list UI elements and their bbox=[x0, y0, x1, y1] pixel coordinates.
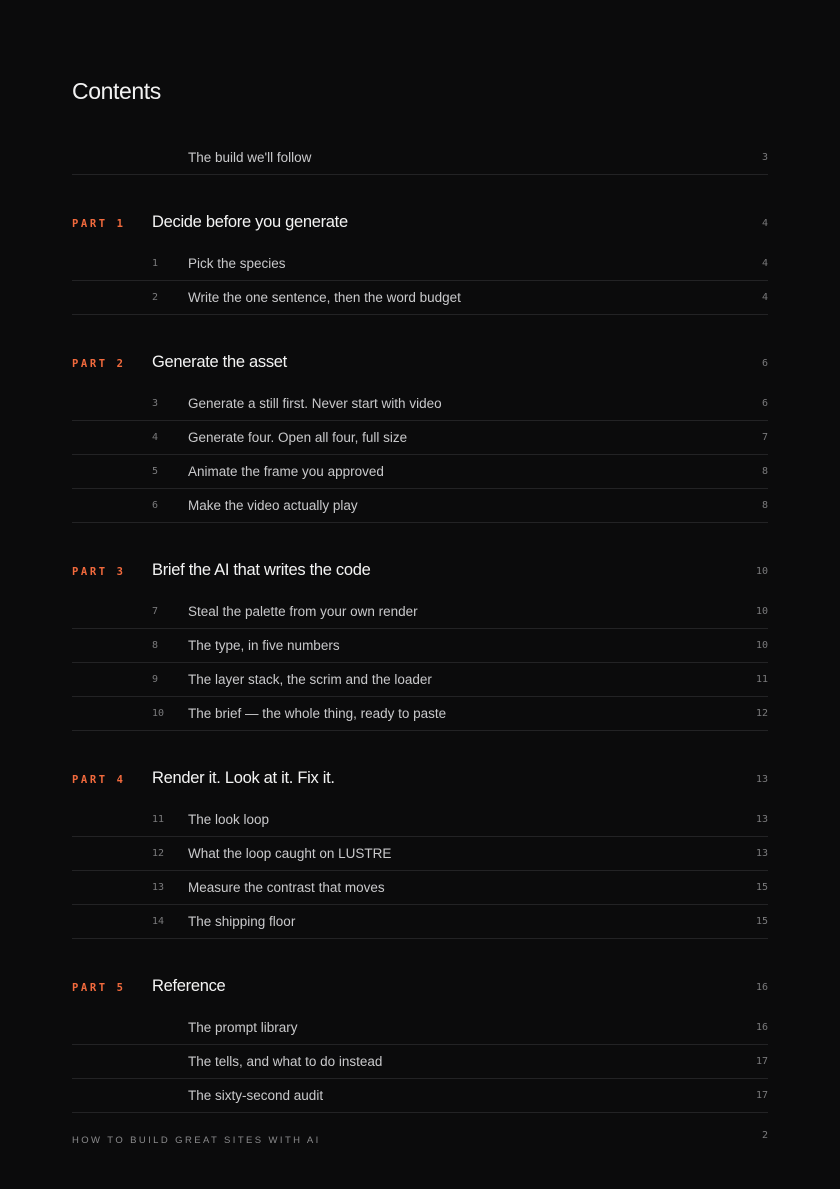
part-title: Render it. Look at it. Fix it. bbox=[152, 769, 335, 787]
chapter-title: The look loop bbox=[188, 812, 270, 827]
page-footer bbox=[72, 1130, 768, 1148]
chapter-page-number: 7 bbox=[761, 432, 768, 443]
chapter-title: Measure the contrast that moves bbox=[188, 880, 385, 895]
toc-entry[interactable] bbox=[72, 1011, 768, 1045]
part-heading[interactable] bbox=[72, 731, 768, 803]
part-title: Reference bbox=[152, 977, 226, 995]
chapter-page-number: 12 bbox=[755, 708, 768, 719]
chapter-page-number: 17 bbox=[755, 1056, 768, 1067]
chapter-page-number: 17 bbox=[755, 1090, 768, 1101]
toc-entry[interactable] bbox=[72, 455, 768, 489]
chapter-page-number: 10 bbox=[755, 640, 768, 651]
chapter-title: Animate the frame you approved bbox=[188, 464, 384, 479]
footer-page-number: 2 bbox=[761, 1130, 768, 1141]
part-title: Generate the asset bbox=[152, 353, 287, 371]
part-heading[interactable] bbox=[72, 175, 768, 247]
toc-entry[interactable] bbox=[72, 387, 768, 421]
part-page-number: 6 bbox=[761, 358, 768, 369]
chapter-number: 14 bbox=[152, 916, 165, 927]
part-label: PART 4 bbox=[72, 774, 126, 786]
part-page-number: 13 bbox=[755, 774, 768, 785]
chapter-number: 6 bbox=[152, 500, 159, 511]
chapter-page-number: 4 bbox=[761, 258, 768, 269]
chapter-page-number: 10 bbox=[755, 606, 768, 617]
toc-entry[interactable] bbox=[72, 803, 768, 837]
part-heading[interactable] bbox=[72, 315, 768, 387]
chapter-page-number: 11 bbox=[755, 674, 768, 685]
chapter-title: What the loop caught on LUSTRE bbox=[188, 846, 392, 861]
chapter-title: The brief — the whole thing, ready to paste bbox=[188, 706, 447, 721]
part-label: PART 2 bbox=[72, 358, 126, 370]
chapter-page-number: 8 bbox=[761, 466, 768, 477]
chapter-title: Make the video actually play bbox=[188, 498, 358, 513]
chapter-number: 1 bbox=[152, 258, 159, 269]
chapter-number: 10 bbox=[152, 708, 165, 719]
chapter-page-number: 15 bbox=[755, 882, 768, 893]
toc-entry[interactable] bbox=[72, 629, 768, 663]
chapter-page-number: 15 bbox=[755, 916, 768, 927]
chapter-page-number: 4 bbox=[761, 292, 768, 303]
chapter-number: 7 bbox=[152, 606, 159, 617]
chapter-title: The layer stack, the scrim and the loader bbox=[188, 672, 432, 687]
footer-title: HOW TO BUILD GREAT SITES WITH AI bbox=[72, 1135, 321, 1146]
part-page-number: 4 bbox=[761, 218, 768, 229]
part-title: Decide before you generate bbox=[152, 213, 348, 231]
page-title: Contents bbox=[72, 78, 161, 104]
chapter-number: 13 bbox=[152, 882, 165, 893]
chapter-number: 12 bbox=[152, 848, 165, 859]
toc-entry[interactable] bbox=[72, 905, 768, 939]
toc-entry[interactable] bbox=[72, 247, 768, 281]
part-label: PART 1 bbox=[72, 218, 126, 230]
chapter-page-number: 6 bbox=[761, 398, 768, 409]
part-page-number: 16 bbox=[755, 982, 768, 993]
part-heading[interactable] bbox=[72, 523, 768, 595]
chapter-number: 8 bbox=[152, 640, 159, 651]
chapter-title: The tells, and what to do instead bbox=[188, 1054, 383, 1069]
toc-entry[interactable] bbox=[72, 1079, 768, 1113]
chapter-number: 5 bbox=[152, 466, 159, 477]
chapter-number: 2 bbox=[152, 292, 159, 303]
chapter-page-number: 13 bbox=[755, 848, 768, 859]
chapter-page-number: 3 bbox=[761, 152, 768, 163]
chapter-number: 3 bbox=[152, 398, 159, 409]
chapter-page-number: 16 bbox=[755, 1022, 768, 1033]
toc-entry[interactable] bbox=[72, 837, 768, 871]
toc-entry[interactable] bbox=[72, 871, 768, 905]
chapter-title: The prompt library bbox=[188, 1020, 298, 1035]
chapter-number: 9 bbox=[152, 674, 159, 685]
toc-entry[interactable] bbox=[72, 421, 768, 455]
toc-entry[interactable] bbox=[72, 663, 768, 697]
part-label: PART 5 bbox=[72, 982, 126, 994]
toc-entry[interactable] bbox=[72, 141, 768, 175]
chapter-title: The build we'll follow bbox=[188, 150, 312, 165]
toc-entry[interactable] bbox=[72, 489, 768, 523]
chapter-number: 4 bbox=[152, 432, 159, 443]
toc-entry[interactable] bbox=[72, 595, 768, 629]
chapter-page-number: 8 bbox=[761, 500, 768, 511]
chapter-title: The shipping floor bbox=[188, 914, 296, 929]
part-page-number: 10 bbox=[755, 566, 768, 577]
chapter-title: Generate a still first. Never start with video bbox=[188, 396, 442, 411]
toc-entry[interactable] bbox=[72, 1045, 768, 1079]
chapter-title: Pick the species bbox=[188, 256, 286, 271]
chapter-number: 11 bbox=[152, 814, 165, 825]
toc-entry[interactable] bbox=[72, 697, 768, 731]
chapter-page-number: 13 bbox=[755, 814, 768, 825]
part-heading[interactable] bbox=[72, 939, 768, 1011]
table-of-contents bbox=[72, 141, 768, 1113]
chapter-title: Steal the palette from your own render bbox=[188, 604, 418, 619]
chapter-title: The type, in five numbers bbox=[188, 638, 340, 653]
chapter-title: Generate four. Open all four, full size bbox=[188, 430, 408, 445]
part-title: Brief the AI that writes the code bbox=[152, 561, 371, 579]
toc-entry[interactable] bbox=[72, 281, 768, 315]
chapter-title: The sixty-second audit bbox=[188, 1088, 324, 1103]
chapter-title: Write the one sentence, then the word budget bbox=[188, 290, 461, 305]
part-label: PART 3 bbox=[72, 566, 126, 578]
